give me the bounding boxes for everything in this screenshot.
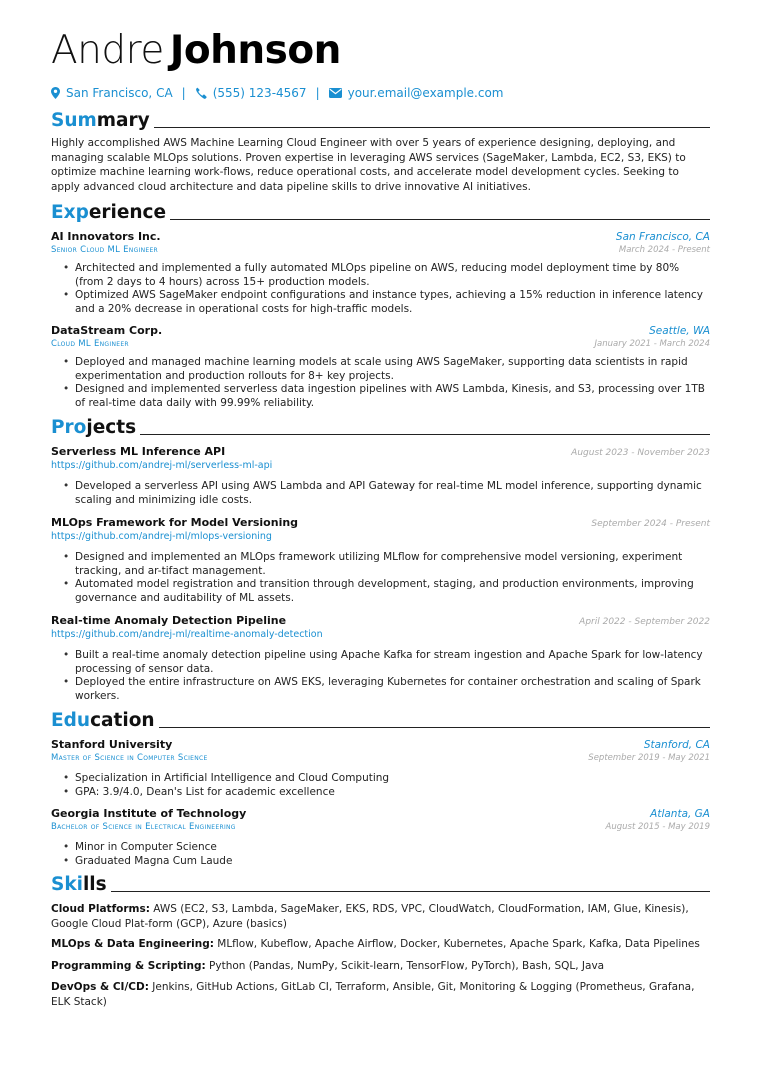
job-dates: March 2024 - Present [618, 245, 710, 255]
job-bullets [63, 262, 710, 316]
candidate-name [51, 28, 710, 74]
skill-row [51, 937, 710, 952]
bullet-item: • Designed and implemented serverless data ingestion pipelines with AWS Lambda, Kinesis, and S3, processing over 1TB of real-time data daily with 99.99% reliability. [63, 383, 710, 410]
bullet-item: • Deployed and managed machine learning models at scale using AWS SageMaker, supporting data scientists in rapid experimentation and production rollouts for 8+ key projects. [63, 356, 710, 383]
contact-separator: | [315, 86, 320, 100]
job-location: San Francisco, CA [615, 231, 710, 243]
skill-value: Jenkins, GitHub Actions, GitLab CI, Terraform, Ansible, Git, Monitoring & Logging (Prometheus, Grafana, ELK Stack) [51, 981, 695, 1008]
school-name: Georgia Institute of Technology [51, 807, 247, 820]
section-title-projects [51, 417, 710, 439]
section-title-education [51, 710, 710, 732]
section-title-rest: lls [82, 874, 107, 895]
section-rule [140, 434, 710, 435]
experience-entry [51, 324, 710, 410]
project-name: MLOps Framework for Model Versioning [51, 516, 299, 529]
skill-label: Programming & Scripting: [51, 959, 206, 972]
skills-list [51, 902, 710, 1009]
bullet-item: • Minor in Computer Science [63, 841, 710, 855]
bullet-item: • Designed and implemented an MLOps framework utilizing MLflow for comprehensive model versioning, experiment tracking, and ar-tifact management. [63, 551, 710, 578]
section-title-experience [51, 202, 710, 224]
skill-value: Python (Pandas, NumPy, Scikit-learn, TensorFlow, PyTorch), Bash, SQL, Java [205, 959, 605, 972]
project-name: Real-time Anomaly Detection Pipeline [51, 614, 287, 627]
degree: Bachelor of Science in Electrical Engineering [51, 822, 236, 832]
resume-page [51, 28, 710, 1009]
school-dates: August 2015 - May 2019 [605, 822, 710, 832]
school-location: Atlanta, GA [650, 808, 710, 820]
phone-icon [195, 87, 207, 99]
school-bullets [63, 772, 710, 799]
project-dates: August 2023 - November 2023 [571, 448, 710, 458]
school-bullets [63, 841, 710, 868]
school-dates: September 2019 - May 2021 [588, 753, 710, 763]
job-dates: January 2021 - March 2024 [594, 339, 710, 349]
degree: Master of Science in Computer Science [51, 753, 208, 763]
job-location: Seattle, WA [649, 325, 710, 337]
bullet-item: • Automated model registration and transition through development, staging, and production environments, improving governance and auditability of ML assets. [63, 578, 710, 605]
bullet-item: • Deployed the entire infrastructure on AWS EKS, leveraging Kubernetes for container orchestration and scaling of Spark workers. [63, 676, 710, 703]
skill-value: MLflow, Kubeflow, Apache Airflow, Docker, Kubernetes, Apache Spark, Kafka, Data Pipelines [213, 938, 700, 950]
project-link[interactable]: https://github.com/andrej-ml/serverless-ml-api [51, 460, 273, 471]
section-title-rest: jects [86, 417, 137, 438]
job-bullets [63, 356, 710, 410]
project-entry [51, 614, 710, 703]
map-pin-icon [51, 87, 60, 99]
section-title-accent: Exp [51, 202, 89, 223]
section-title-accent: Ski [51, 874, 83, 895]
bullet-item: • Built a real-time anomaly detection pipeline using Apache Kafka for stream ingestion and Apache Spark for low-latency processing of sensor data. [63, 649, 710, 676]
section-title-summary [51, 110, 710, 132]
section-title-accent: Edu [51, 710, 91, 731]
contact-bar [51, 83, 710, 103]
section-rule [170, 219, 710, 220]
summary-text: Highly accomplished AWS Machine Learning Cloud Engineer with over 5 years of experience designing, deploying, and managing scalable MLOps solutions. Proven expertise in leveraging AWS services (SageMaker, Lambda, EC2, S3, EKS) to optimize machine learning work-flows, reduce operational costs, and accelerate model development cycles. Seeking to apply advanced cloud architecture and data pipeline skills to drive innovative AI initiatives. [51, 137, 686, 193]
section-title-rest: mary [96, 110, 150, 131]
contact-separator: | [181, 86, 186, 100]
last-name: Johnson [169, 28, 341, 73]
location-text: San Francisco, CA [66, 86, 173, 100]
section-title-rest: cation [90, 710, 155, 731]
project-bullets [63, 649, 710, 703]
education-entry [51, 738, 710, 799]
contact-phone[interactable] [195, 86, 307, 100]
project-dates: April 2022 - September 2022 [579, 617, 710, 627]
project-link[interactable]: https://github.com/andrej-ml/realtime-anomaly-detection [51, 629, 323, 640]
section-rule [154, 127, 710, 128]
section-title-skills [51, 874, 710, 896]
project-entry [51, 516, 710, 605]
project-link[interactable]: https://github.com/andrej-ml/mlops-versioning [51, 531, 272, 542]
section-rule [159, 727, 710, 728]
contact-location [51, 86, 173, 100]
school-name: Stanford University [51, 738, 173, 751]
bullet-item: • GPA: 3.9/4.0, Dean's List for academic excellence [63, 786, 710, 800]
experience-entry [51, 230, 710, 316]
bullet-item: • Optimized AWS SageMaker endpoint configurations and instance types, achieving a 15% reduction in inference latency and a 20% decrease in operational costs for high-traffic models. [63, 289, 710, 316]
project-dates: September 2024 - Present [591, 519, 710, 529]
bullet-item: • Architected and implemented a fully automated MLOps pipeline on AWS, reducing model deployment time by 80% (from 2 days to 4 hours) across 15+ production models. [63, 262, 710, 289]
section-title-rest: erience [88, 202, 167, 223]
job-title: Senior Cloud ML Engineer [51, 245, 159, 255]
education-entry [51, 807, 710, 868]
project-bullets [63, 480, 710, 507]
email-text: your.email@example.com [347, 86, 504, 100]
section-rule [111, 891, 710, 892]
bullet-item: • Graduated Magna Cum Laude [63, 855, 710, 869]
school-location: Stanford, CA [643, 739, 710, 751]
bullet-item: • Specialization in Artificial Intelligence and Cloud Computing [63, 772, 710, 786]
section-title-accent: Pro [51, 417, 87, 438]
project-name: Serverless ML Inference API [51, 445, 226, 458]
skill-row [51, 902, 710, 931]
skill-row [51, 980, 710, 1009]
phone-text: (555) 123-4567 [212, 86, 307, 100]
project-entry [51, 445, 710, 507]
first-name: Andre [51, 28, 164, 73]
skill-label: MLOps & Data Engineering: [51, 938, 214, 950]
skill-label: DevOps & CI/CD: [51, 981, 149, 993]
contact-email[interactable] [329, 86, 504, 100]
company-name: DataStream Corp. [51, 324, 163, 337]
skill-row [51, 959, 710, 974]
bullet-item: • Developed a serverless API using AWS Lambda and API Gateway for real-time ML model inference, supporting dynamic scaling and minimizing idle costs. [63, 480, 710, 507]
envelope-icon [329, 88, 342, 98]
project-bullets [63, 551, 710, 605]
skill-label: Cloud Platforms: [51, 903, 150, 915]
skill-value: AWS (EC2, S3, Lambda, SageMaker, EKS, RDS, VPC, CloudWatch, CloudFormation, IAM, Glue, Kinesis), Google Cloud Plat-form (GCP), Azure (basics) [51, 903, 689, 930]
section-title-accent: Sum [51, 110, 97, 131]
job-title: Cloud ML Engineer [51, 339, 129, 349]
company-name: AI Innovators Inc. [51, 230, 161, 243]
